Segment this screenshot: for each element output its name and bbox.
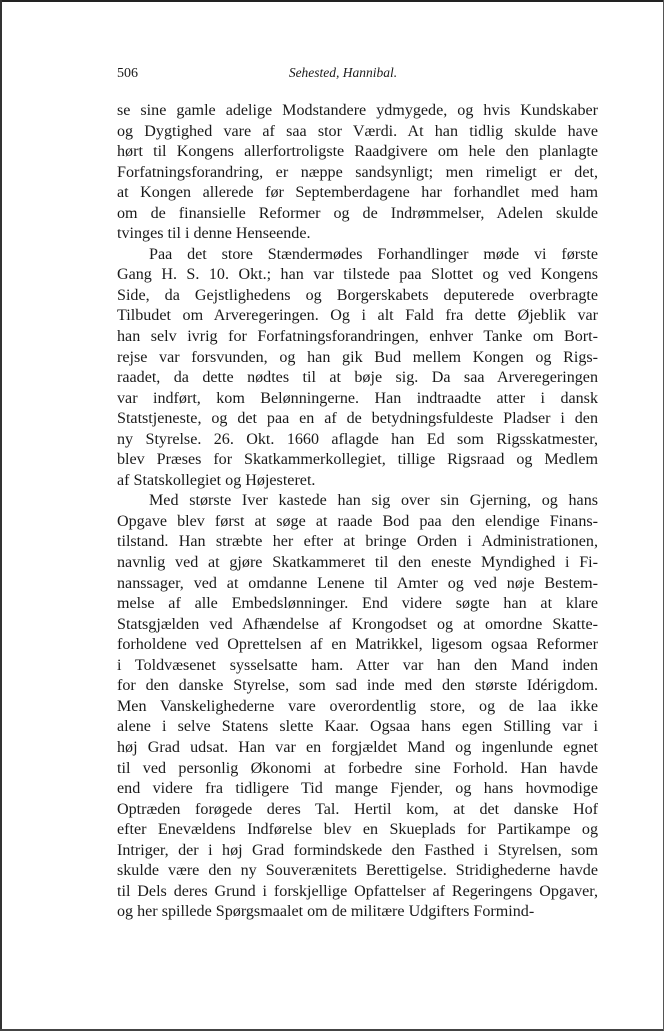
text-line: var indført, kom Belønningerne. Han indtraadte atter i dansk xyxy=(117,389,598,407)
text-line: i Toldvæsenet sysselsatte ham. Atter var han den Mand inden xyxy=(117,656,598,674)
text-line: tvinges til i denne Henseende. xyxy=(117,225,311,243)
text-line: Side, da Gejstlighedens og Borgerskabets deputerede overbragte xyxy=(117,286,598,304)
text-line: Statstjeneste, og det paa en af de betydningsfuldeste Pladser i den xyxy=(117,410,598,428)
text-line: skulde være den ny Souverænitets Berettigelse. Stridighederne havde xyxy=(117,862,598,880)
text-line: melse af alle Embedslønninger. End videre søgte han at klare xyxy=(117,595,598,613)
text-line: til Dels deres Grund i forskjellige Opfattelser af Regeringens Opgaver, xyxy=(117,882,598,900)
text-line: se sine gamle adelige Modstandere ydmygede, og hvis Kundskaber xyxy=(117,102,598,119)
text-line: Med største Iver kastede han sig over sin Gjerning, og hans xyxy=(149,492,598,510)
text-line: for den danske Styrelse, som sad inde med den største Idérigdom. xyxy=(117,677,598,695)
paragraph xyxy=(117,491,598,922)
text-line: om de finansielle Reformer og de Indrømmelser, Adelen skulde xyxy=(117,204,598,222)
text-line: høj Grad udsat. Han var en forgjældet Mand og ingenlunde egnet xyxy=(117,738,598,756)
text-line: nanssager, ved at omdanne Lenene til Amter og ved nøje Bestem- xyxy=(117,574,598,592)
text-line: alene i selve Statens slette Kaar. Ogsaa hans egen Stilling var i xyxy=(117,718,598,736)
text-line: Forfatningsforandring, er næppe sandsynligt; men rimeligt er det, xyxy=(117,163,598,181)
text-line: efter Enevældens Indførelse blev en Skueplads for Partikampe og xyxy=(117,821,598,839)
text-line: Paa det store Stændermødes Forhandlinger møde vi første xyxy=(149,245,598,263)
text-line: af Statskollegiet og Højesteret. xyxy=(117,471,316,489)
paragraph xyxy=(117,101,598,245)
text-line: raadet, da dette nødtes til at bøje sig. Da saa Arveregeringen xyxy=(117,369,598,387)
scan-border-top xyxy=(0,0,664,2)
text-line: forholdene ved Oprettelsen af en Matrikkel, ligesom ogsaa Reformer xyxy=(117,636,598,654)
running-title: Sehested, Hannibal. xyxy=(288,65,398,80)
text-line: rejse var forsvunden, og han gik Bud mellem Kongen og Rigs- xyxy=(117,348,598,366)
body-text xyxy=(117,101,598,923)
text-line: Intriger, der i høj Grad formindskede den Fasthed i Styrelsen, som xyxy=(117,841,598,859)
paragraph xyxy=(117,245,598,492)
text-line: han selv ivrig for Forfatningsforandringen, enhver Tanke om Bort- xyxy=(117,328,598,346)
text-line: Tilbudet om Arveregeringen. Og i alt Fald fra dette Øjeblik var xyxy=(117,307,598,325)
text-line: til ved personlig Økonomi at forbedre sine Forhold. Han havde xyxy=(117,759,598,777)
text-line: hørt til Kongens allerfortroligste Raadgivere om hele den planlagte xyxy=(117,143,598,161)
scan-border-left xyxy=(0,0,2,1031)
text-line: at Kongen allerede før Septemberdagene har forhandlet med ham xyxy=(117,184,598,202)
text-line: Opgave blev først at søge at raade Bod paa den elendige Finans- xyxy=(117,512,598,530)
text-line: end videre fra tidligere Tid mange Fjender, og hans hovmodige xyxy=(117,780,598,798)
text-line: Statsgjælden ved Afhændelse af Krongodset og at omordne Skatte- xyxy=(117,615,598,633)
text-line: Men Vanskelighederne vare overordentlig store, og de laa ikke xyxy=(117,697,598,715)
text-line: og her spillede Spørgsmaalet om de militære Udgifters Formind- xyxy=(117,903,535,921)
text-line: navnlig ved at gjøre Skatkammeret til den eneste Myndighed i Fi- xyxy=(117,554,598,572)
text-line: ny Styrelse. 26. Okt. 1660 aflagde han Ed som Rigsskatmester, xyxy=(117,430,598,448)
text-line: blev Præses for Skatkammerkollegiet, tillige Rigsraad og Medlem xyxy=(117,451,598,469)
text-line: og Dygtighed vare af saa stor Værdi. At han tidlig skulde have xyxy=(117,122,598,140)
text-line: Optræden forøgede deres Tal. Hertil kom, at det danske Hof xyxy=(117,800,598,818)
page-number: 506 xyxy=(117,66,138,81)
text-line: tilstand. Han stræbte her efter at bringe Orden i Administrationen, xyxy=(117,533,598,551)
text-line: Gang H. S. 10. Okt.; han var tilstede paa Slottet og ved Kongens xyxy=(117,266,598,284)
